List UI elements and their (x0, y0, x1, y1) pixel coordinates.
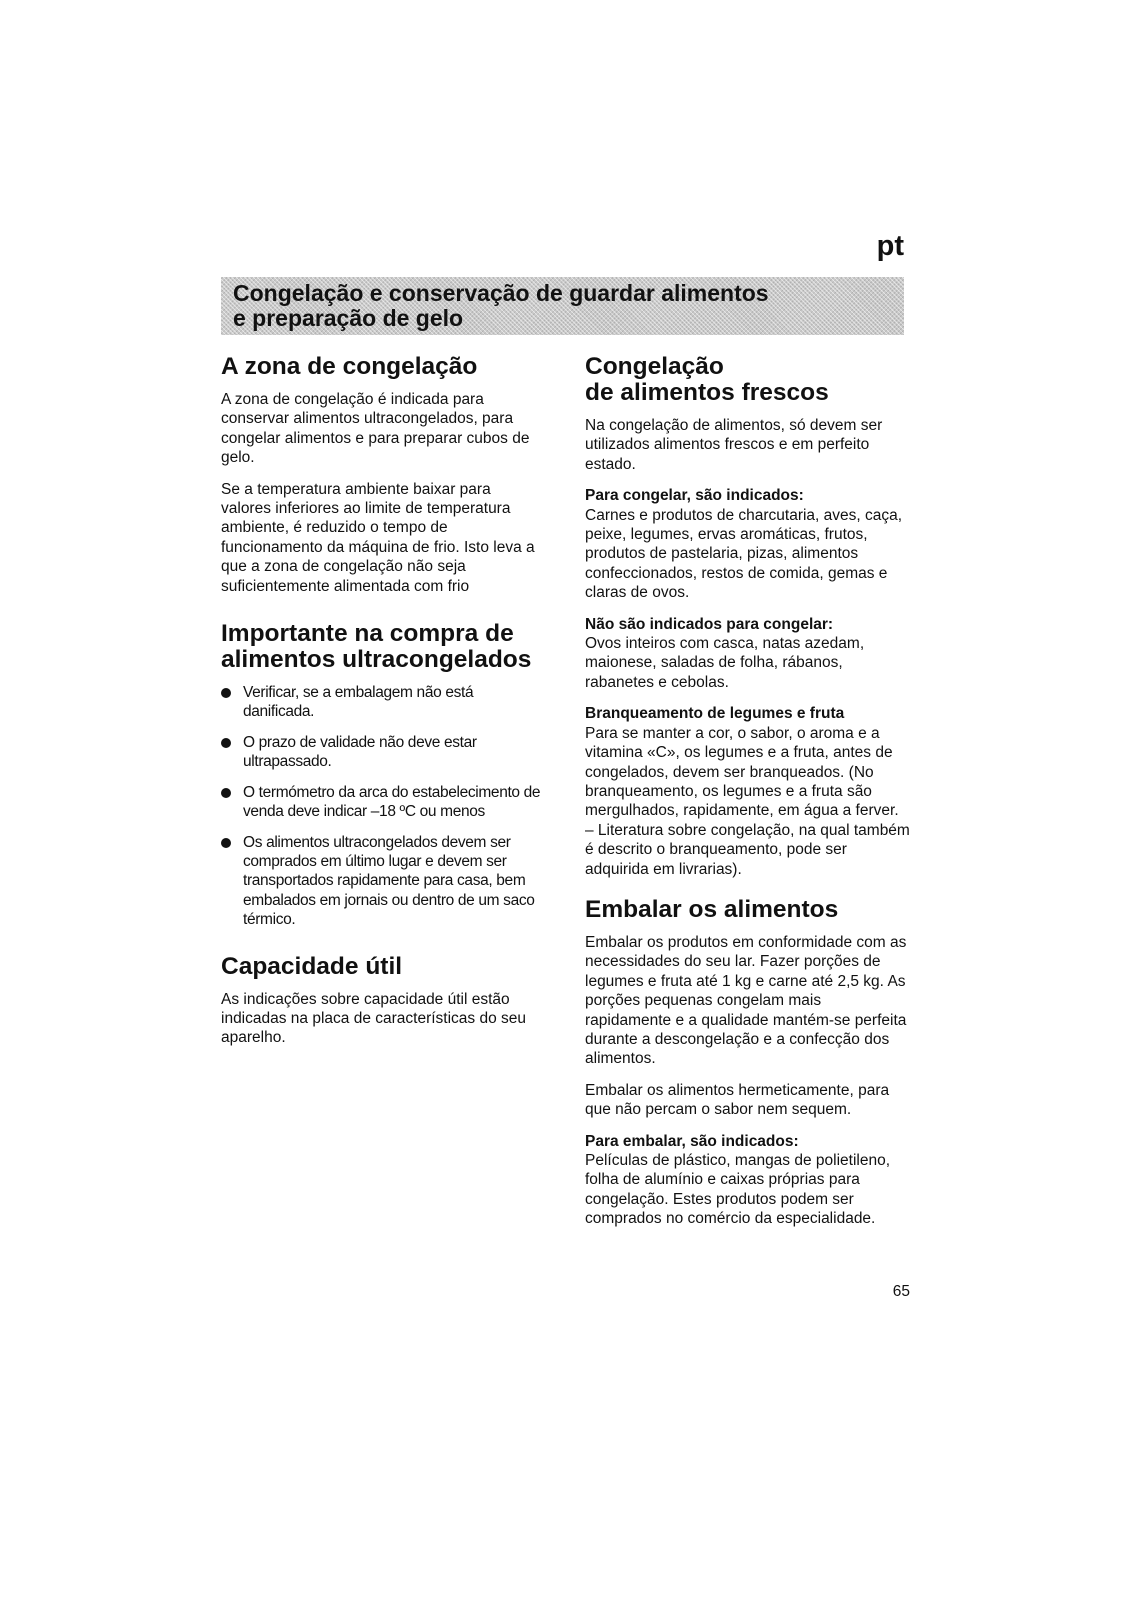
page-number: 65 (892, 1283, 910, 1300)
fresh-food-intro: Na congelação de alimentos, só devem ser utilizados alimentos frescos e em perfeito estado. (585, 417, 883, 473)
packing-paragraph-2: Embalar os alimentos hermeticamente, para que não percam o sabor nem sequem. (585, 1081, 890, 1119)
unsuitable-foods (585, 615, 910, 693)
left-column (221, 354, 543, 1048)
freezer-zone-paragraph-1: A zona de congelação é indicada para conservar alimentos ultracongelados, para congelar alimentos e para preparar cubos de gelo. (221, 391, 530, 467)
section-title-line-2: e preparação de gelo (233, 305, 464, 331)
freezer-zone-heading: A zona de congelação (221, 353, 478, 380)
packing-heading: Embalar os alimentos (585, 895, 839, 923)
section-title-banner (221, 277, 904, 335)
list-item (221, 783, 543, 822)
bullet-icon (221, 738, 231, 748)
freezer-zone-paragraph-2: Se a temperatura ambiente baixar para valores inferiores ao limite de temperatura ambiente, é reduzido o tempo de funcionamento da máquina de frio. Isto leva a que a zona de congelação não seja suficientemente alimentada com frio (221, 480, 535, 595)
list-item (221, 833, 543, 930)
unsuitable-foods-text: Ovos inteiros com casca, natas azedam, maionese, saladas de folha, rábanos, rabanetes e cebolas. (585, 635, 865, 691)
suitable-foods-text: Carnes e produtos de charcutaria, aves, caça, peixe, legumes, ervas aromáticas, frutos, produtos de pastelaria, pizas, alimentos confeccionados, restos de comida, gemas e claras de ovos. (585, 506, 903, 602)
list-item-text: Os alimentos ultracongelados devem ser comprados em último lugar e devem ser transportados rapidamente para casa, bem embalados em jornais ou dentro de um saco térmico. (243, 833, 535, 929)
blanching-label: Branqueamento de legumes e fruta (585, 705, 845, 723)
right-column (585, 354, 910, 1229)
capacity-heading: Capacidade útil (221, 952, 403, 980)
language-tag: pt (876, 230, 904, 262)
bullet-icon (221, 788, 231, 798)
purchase-heading (221, 621, 543, 673)
fresh-food-heading (585, 354, 910, 406)
unsuitable-foods-label: Não são indicados para congelar: (585, 615, 834, 633)
list-item-text: O termómetro da arca do estabelecimento de venda deve indicar –18 ºC ou menos (243, 783, 541, 821)
list-item-text: O prazo de validade não deve estar ultrapassado. (243, 733, 477, 771)
bullet-icon (221, 688, 231, 698)
fresh-food-heading-line-2: de alimentos frescos (585, 379, 829, 406)
list-item (221, 733, 543, 772)
suitable-foods-label: Para congelar, são indicados: (585, 487, 804, 505)
section-title-line-1: Congelação e conservação de guardar alimentos (233, 280, 769, 306)
suitable-foods (585, 486, 910, 602)
packing-paragraph-1: Embalar os produtos em conformidade com as necessidades do seu lar. Fazer porções de legumes e fruta até 1 kg e carne até 2,5 kg. As porções pequenas congelam mais rapidamente e a qualidade mantém-se perfeita durante a descongelação e a confecção dos alimentos. (585, 933, 907, 1068)
purchase-heading-line-2: alimentos ultracongelados (221, 646, 532, 674)
packing-materials-label: Para embalar, são indicados: (585, 1132, 799, 1150)
bullet-icon (221, 838, 231, 848)
blanching (585, 704, 910, 879)
section-title (221, 277, 904, 331)
packing-materials (585, 1132, 910, 1229)
capacity-paragraph: As indicações sobre capacidade útil estão indicadas na placa de características do seu aparelho. (221, 990, 527, 1047)
fresh-food-heading-line-1: Congelação (585, 353, 724, 380)
list-item-text: Verificar, se a embalagem não está danificada. (243, 684, 474, 721)
blanching-text: Para se manter a cor, o sabor, o aroma e a vitamina «C», os legumes e a fruta, antes de congelados, devem ser branqueados. (No branqueamento, os legumes e a fruta são mergulhados, rapidamente, em água a ferver. – Literatura sobre congelação, na qual também é descrito o branqueamento, pode ser adquirida em livrarias). (585, 724, 910, 878)
list-item (221, 683, 543, 722)
purchase-heading-line-1: Importante na compra de (221, 620, 514, 648)
purchase-checklist (221, 683, 543, 929)
packing-materials-text: Películas de plástico, mangas de polietileno, folha de alumínio e caixas próprias para congelação. Estes produtos podem ser comprados no comércio da especialidade. (585, 1152, 891, 1228)
